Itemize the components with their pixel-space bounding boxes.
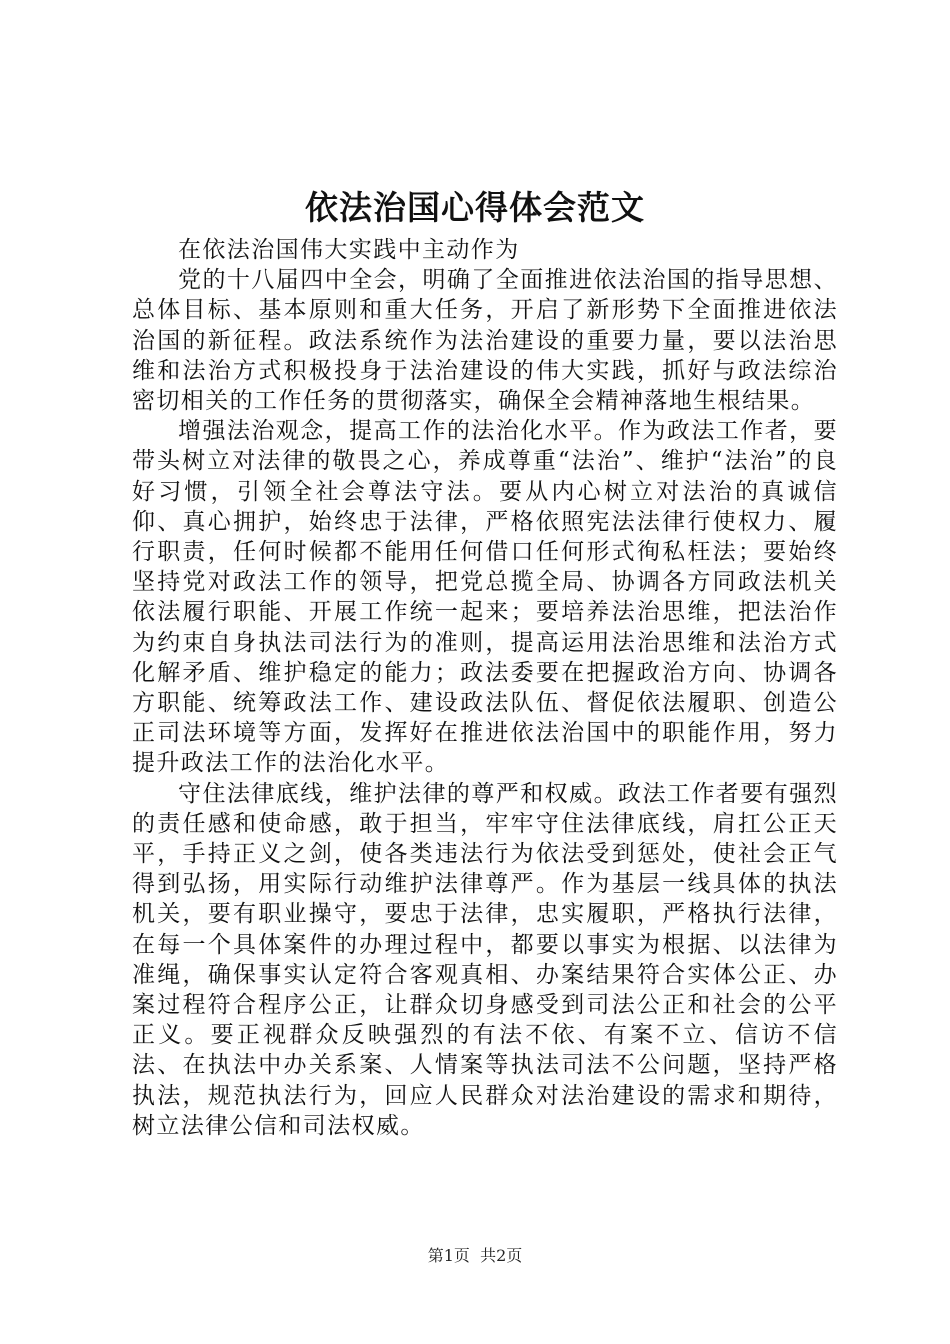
paragraph-legal-bottom-line: 守住法律底线，维护法律的尊严和权威。政法工作者要有强烈的责任感和使命感，敢于担当，牢牢守住法律底线，肩扛公正天平，手持正义之剑，使各类违法行为依法受到惩处，使社会正气得到弘扬，用实际行动维护法律尊严。作为基层一线具体的执法机关，要有职业操守，要忠于法律，忠实履职，严格执行法律，在每一个具体案件的办理过程中，都要以事实为根据、以法律为准绳，确保事实认定符合客观真相、办案结果符合实体公正、办案过程符合程序公正，让群众切身感受到司法公正和社会的公平正义。要正视群众反映强烈的有法不依、有案不立、信访不信法、在执法中办关系案、人情案等执法司法不公问题，坚持严格执法，规范执法行为，回应人民群众对法治建设的需求和期待，树立法律公信和司法权威。	[132, 780, 838, 1139]
page-footer	[0, 1244, 950, 1268]
footer-spacer	[470, 1246, 480, 1265]
paragraph-rule-of-law-concept: 增强法治观念，提高工作的法治化水平。作为政法工作者，要带头树立对法律的敬畏之心，养成尊重“法治”、维护“法治”的良好习惯，引领全社会尊法守法。要从内心树立对法治的真诚信仰、真心拥护，始终忠于法律，严格依照宪法法律行使权力、履行职责，任何时候都不能用任何借口任何形式徇私枉法；要始终坚持党对政法工作的领导，把党总揽全局、协调各方同政法机关依法履行职能、开展工作统一起来；要培养法治思维，把法治作为约束自身执法司法行为的准则，提高运用法治思维和法治方式化解矛盾、维护稳定的能力；政法委要在把握政治方向、协调各方职能、统筹政法工作、建设政法队伍、督促依法履职、创造公正司法环境等方面，发挥好在推进依法治国中的职能作用，努力提升政法工作的法治化水平。	[132, 418, 838, 777]
document-subtitle: 在依法治国伟大实践中主动作为	[178, 237, 520, 263]
page-number: 第1页	[427, 1246, 470, 1265]
document-body	[132, 235, 838, 1141]
paragraph-intro: 党的十八届四中全会，明确了全面推进依法治国的指导思想、总体目标、基本原则和重大任务，开启了新形势下全面推进依法治国的新征程。政法系统作为法治建设的重要力量，要以法治思维和法治方式积极投身于法治建设的伟大实践，抓好与政法综治密切相关的工作任务的贯彻落实，确保全会精神落地生根结果。	[132, 267, 838, 415]
document-title: 依法治国心得体会范文	[305, 188, 645, 227]
page-total: 共2页	[480, 1246, 523, 1265]
